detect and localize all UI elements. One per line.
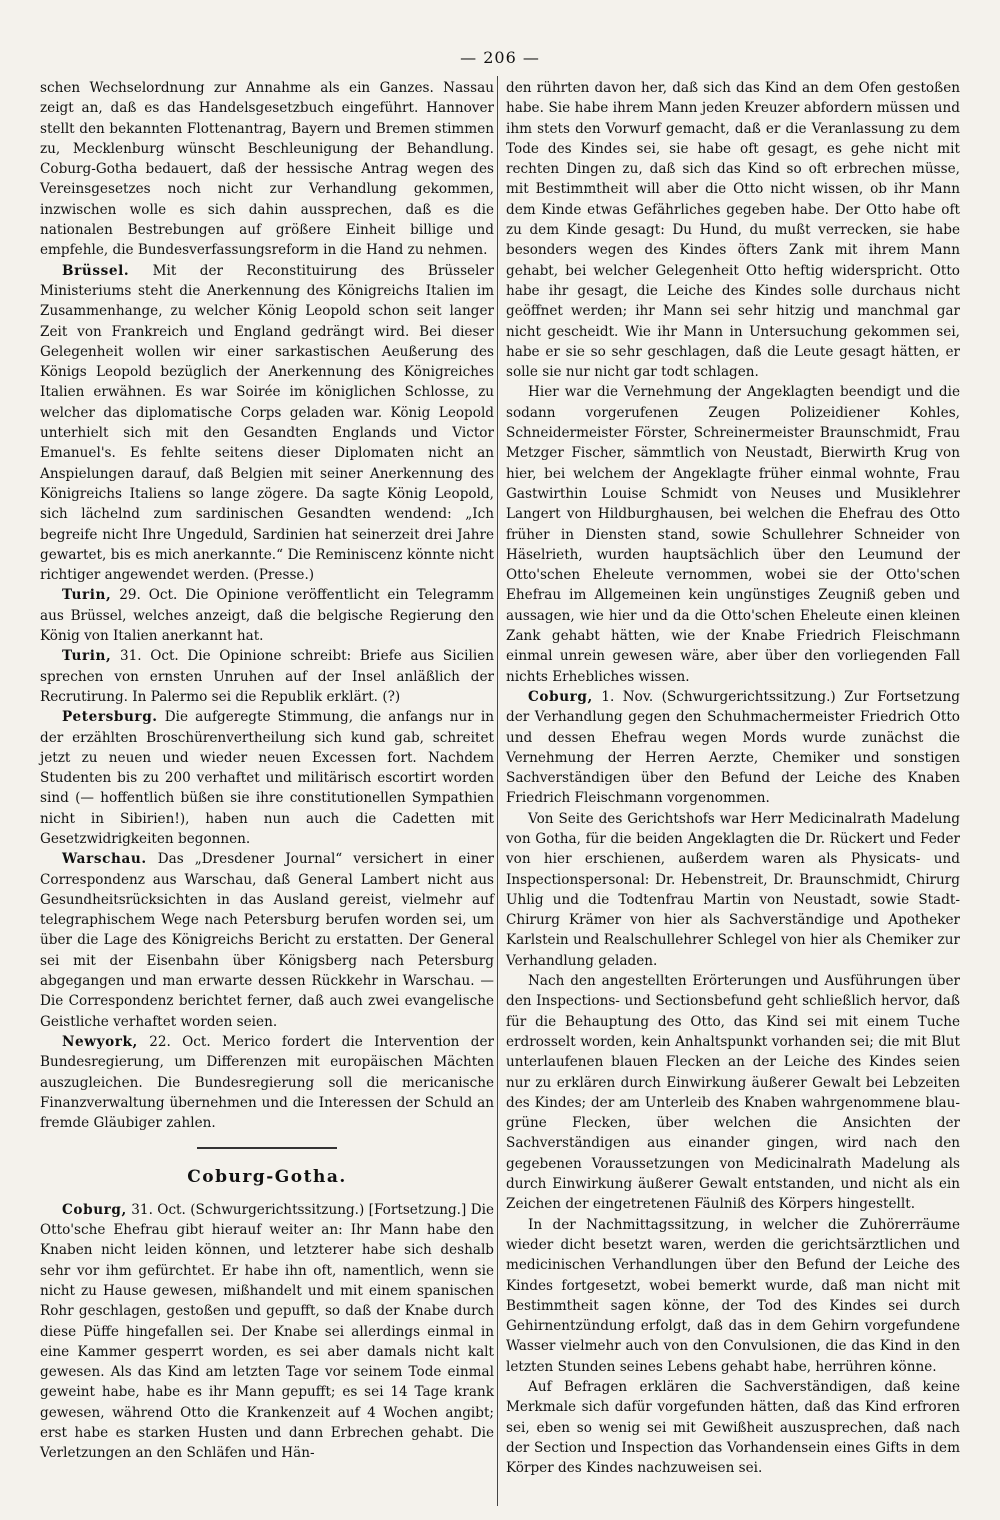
paragraph-text: In der Nachmittagssitzung, in welcher die Zuhörerräume wieder dicht besetzt waren, werden die gerichtsärztlichen und medicinischen Verhandlungen über den Befund der Leiche des Kindes fortgesetzt, wobei bemerkt wurde, daß man nicht mit Bestimmtheit sagen könne, der Tod des Kindes sei durch Gehirnentzündung erfolgt, daß das in dem Gehirn vorgefundene Wasser vielmehr auch von den Convulsionen, die das Kind in den letzten Stunden seines Lebens gehabt habe, herrühren könne. bbox=[506, 1216, 960, 1375]
section-divider bbox=[197, 1147, 337, 1149]
paragraph-text: Die aufgeregte Stimmung, die anfangs nur in der erzählten Broschürenvertheilung sich kund gab, schreitet jetzt zu neuen und wieder neuen Excessen fort. Nachdem Studenten bis zu 200 verhaftet und militärisch escortirt worden sind (— hoffentlich büßen sie ihre constitutionellen Sympathien nicht in Sibirien!), haben nun auch die Cadetten mit Gesetzwidrigkeiten begonnen. bbox=[40, 709, 494, 847]
paragraph-text: Das „Dresdener Journal“ versichert in einer Correspondenz aus Warschau, daß General Lambert nicht aus Gesundheitsrücksichten in das Ausland gereist, vielmehr auf telegraphischem Wege nach Petersburg berufen worden sei, um über die Lage des Königreichs Bericht zu erstatten. Der General sei mit der Eisenbahn über Königsberg nach Petersburg abgegangen und man erwarte dessen Rückkehr in Warschau. — Die Correspondenz berichtet ferner, daß auch zwei evangelische Geistliche verhaftet worden seien. bbox=[40, 851, 494, 1030]
page-number: — 206 — bbox=[460, 48, 540, 67]
dateline: Warschau. bbox=[62, 851, 147, 868]
article-paragraph bbox=[40, 1200, 494, 1464]
paragraph-text: Nach den angestellten Erörterungen und Ausführungen über den Inspections- und Sectionsbefund geht schließlich hervor, daß für die Behauptung des Otto, das Kind sei mit einem Tuche erdrosselt worden, kein Anhaltspunkt vorhanden sei; die mit Blut unterlaufenen blauen Flecken an der Leiche des Kindes seien nur zu erklären durch Einwirkung äußerer Gewalt bei Lebzeiten des Kindes; der am Unterleib des Knaben wahrgenommene blau-grüne Flecken, über welchen die Ansichten der Sachverständigen aus einander gingen, wird nach den gegebenen Voraussetzungen von Medicinalrath Madelung als durch Einwirkung äußerer Gewalt entstanden, und nicht als ein Zeichen der eingetretenen Fäulniß des Körpers hingestellt. bbox=[506, 973, 960, 1213]
paragraph-text: 22. Oct. Merico fordert die Intervention der Bundesregierung, um Differenzen mit europäischen Mächten auszugleichen. Die Bundesregierung soll die mericanische Finanzverwaltung übernehmen und die Interessen der Schuld an fremde Gläubiger zahlen. bbox=[40, 1033, 494, 1132]
article-paragraph bbox=[506, 78, 960, 382]
paragraph-text: 29. Oct. Die Opinione veröffentlicht ein Telegramm aus Brüssel, welches anzeigt, daß die belgische Regierung den König von Italien anerkannt hat. bbox=[40, 587, 494, 645]
article-paragraph bbox=[506, 687, 960, 809]
paragraph-text: schen Wechselordnung zur Annahme als ein Ganzes. Nassau zeigt an, daß es das Handelsgesetzbuch eingeführt. Hannover stellt den bekannten Flottenantrag, Bayern und Bremen stimmen zu, Mecklenburg wünscht Beschleunigung der Behandlung. Coburg-Gotha bedauert, daß der hessische Antrag wegen des Vereinsgesetzes noch nicht zur Verhandlung gekommen, inzwischen wolle es sich dahin aussprechen, daß es die nationalen Bestrebungen auf größere Einheit billige und empfehle, die Bundesverfassungsreform in die Hand zu nehmen. bbox=[40, 80, 494, 259]
article-paragraph bbox=[506, 382, 960, 686]
left-column bbox=[40, 78, 494, 1464]
article-paragraph bbox=[506, 1377, 960, 1478]
dateline: Turin, bbox=[62, 587, 112, 604]
article-paragraph bbox=[40, 707, 494, 849]
paragraph-text: den rührten davon her, daß sich das Kind an dem Ofen gestoßen habe. Sie habe ihrem Mann jeden Kreuzer abfordern müssen und ihm stets den Vorwurf gemacht, daß er die Veranlassung zu dem Tode des Kindes sei, sie habe oft gesagt, es gehe nicht mit rechten Dingen zu, daß sich das Kind so oft erbrechen müsse, mit Bestimmtheit will aber die Otto nicht wissen, ob ihr Mann dem Kinde etwas Gefährliches gegeben habe. Der Otto habe oft zu dem Kinde gesagt: Du Hund, du mußt verrecken, sie habe besonders wegen des Kindes öfters Zank mit ihrem Mann gehabt, bei welcher Gelegenheit Otto heftig widerspricht. Otto habe ihr gesagt, die Leiche des Kindes solle durchaus nicht geöffnet werden; ihr Mann sei sehr hitzig und manchmal gar nicht gescheidt. Wie ihr Mann in Untersuchung gekommen sei, habe er sie so sehr geschlagen, daß die Leute gesagt hätten, er solle sie nur nicht gar todt schlagen. bbox=[506, 80, 960, 381]
paragraph-text: Von Seite des Gerichtshofs war Herr Medicinalrath Madelung von Gotha, für die beiden Angeklagten die Dr. Rückert und Feder von hier erschienen, außerdem waren als Physicats- und Inspectionspersonal: Dr. Hebenstreit, Dr. Braunschmidt, Chirurg Uhlig und die Todtenfrau Martin von Neustadt, sowie Stadt-Chirurg Krämer von hier als Sachverständige und Apotheker Karlstein und Realschullehrer Schlegel von hier als Chemiker zur Verhandlung geladen. bbox=[506, 810, 960, 969]
article-paragraph bbox=[506, 971, 960, 1215]
article-paragraph bbox=[40, 849, 494, 1032]
article-paragraph bbox=[40, 1032, 494, 1133]
right-column bbox=[506, 78, 960, 1478]
paragraph-text: 1. Nov. (Schwurgerichtssitzung.) Zur Fortsetzung der Verhandlung gegen den Schuhmachermeister Friedrich Otto und dessen Ehefrau wegen Mords wurde zunächst die Vernehmung der Herren Aerzte, Chemiker und sonstigen Sachverständigen über den Befund der Leiche des Knaben Friedrich Fleischmann vorgenommen. bbox=[506, 688, 960, 807]
dateline: Newyork, bbox=[62, 1033, 138, 1050]
article-paragraph bbox=[40, 585, 494, 646]
article-paragraph bbox=[506, 809, 960, 971]
paragraph-text: 31. Oct. (Schwurgerichtssitzung.) [Fortsetzung.] Die Otto'sche Ehefrau gibt hierauf weiter an: Ihr Mann habe den Knaben nicht leiden können, und letzterer habe sich deshalb sehr vor ihm gefürchtet. Er habe ihn oft, namentlich, wenn sie nicht zu Hause gewesen, mißhandelt und mit einem spanischen Rohr geschlagen, gestoßen und gepufft, so daß der Knabe durch diese Püffe hingefallen sei. Der Knabe sei allerdings einmal in eine Kammer gesperrt worden, es sei aber damals nicht kalt gewesen. Als das Kind am letzten Tage vor seinem Tode einmal geweint habe, habe es ihr Mann gepufft; es sei 14 Tage krank gewesen, während Otto die Krankenzeit auf 4 Wochen angibt; erst habe es starken Husten und dann Erbrechen gehabt. Die Verletzungen an den Schläfen und Hän- bbox=[40, 1201, 494, 1462]
paragraph-text: Mit der Reconstituirung des Brüsseler Ministeriums steht die Anerkennung des Königreichs Italien im Zusammenhange, zu welcher König Leopold schon seit langer Zeit von Frankreich und England gedrängt wird. Bei dieser Gelegenheit wollen wir einer sarkastischen Aeußerung des Königs Leopold bezüglich der Anerkennung des Königreiches Italien erwähnen. Es war Soirée im königlichen Schlosse, zu welcher das diplomatische Corps geladen war. König Leopold unterhielt sich mit den Gesandten Englands und Victor Emanuel's. Es fehlte seitens dieser Diplomaten nicht an Anspielungen darauf, daß Belgien mit seiner Anerkennung des Königreichs Italiens so lange zögere. Da sagte König Leopold, sich lächelnd zum sardinischen Gesandten wendend: „Ich begreife nicht Ihre Ungeduld, Sardinien hat seinerzeit drei Jahre gewartet, bis es mich anerkannte.“ Die Reminiscenz könnte nicht richtiger angewendet werden. (Presse.) bbox=[40, 262, 494, 584]
paragraph-text: Hier war die Vernehmung der Angeklagten beendigt und die sodann vorgerufenen Zeugen Polizeidiener Kohles, Schneidermeister Förster, Schreinermeister Braunschmidt, Frau Metzger Fischer, sämmtlich von Neustadt, Bierwirth Krug von hier, bei welchem der Angeklagte früher einmal wohnte, Frau Gastwirthin Louise Schmidt von Neuses und Musiklehrer Langert von Hildburghausen, bei welchen die Ehefrau des Otto früher in Diensten stand, sowie Schullehrer Schneider von Häselrieth, wurden hauptsächlich über den Leumund der Otto'schen Eheleute vernommen, wobei sie der Otto'schen Ehefrau im Allgemeinen kein ungünstiges Zeugniß geben und aussagen, wie hier und da die Otto'schen Eheleute einen kleinen Zank gehabt hätten, wie der Knabe Friedrich Fleischmann einmal unrein gewesen wäre, aber über den vorliegenden Fall nichts Erhebliches wissen. bbox=[506, 384, 960, 685]
section-title: Coburg-Gotha. bbox=[187, 1167, 347, 1188]
dateline: Turin, bbox=[62, 648, 112, 665]
dateline: Coburg, bbox=[528, 688, 593, 705]
dateline: Petersburg. bbox=[62, 709, 158, 726]
article-paragraph bbox=[40, 78, 494, 261]
article-paragraph bbox=[40, 261, 494, 586]
article-paragraph bbox=[40, 646, 494, 707]
dateline: Coburg, bbox=[62, 1201, 127, 1218]
paragraph-text: Auf Befragen erklären die Sachverständigen, daß keine Merkmale sich dafür vorgefunden hätten, daß das Kind erfroren sei, eben so wenig sei mit Gewißheit auszusprechen, daß nach der Section und Inspection das Vorhandensein eines Gifts in dem Körper des Kindes nachzuweisen sei. bbox=[506, 1379, 960, 1477]
paragraph-text: 31. Oct. Die Opinione schreibt: Briefe aus Sicilien sprechen von ernsten Unruhen auf der Insel anläßlich der Recrutirung. In Palermo sei die Republik erklärt. (?) bbox=[40, 648, 494, 705]
dateline: Brüssel. bbox=[62, 262, 130, 279]
article-paragraph bbox=[506, 1215, 960, 1377]
column-divider bbox=[497, 76, 498, 1506]
